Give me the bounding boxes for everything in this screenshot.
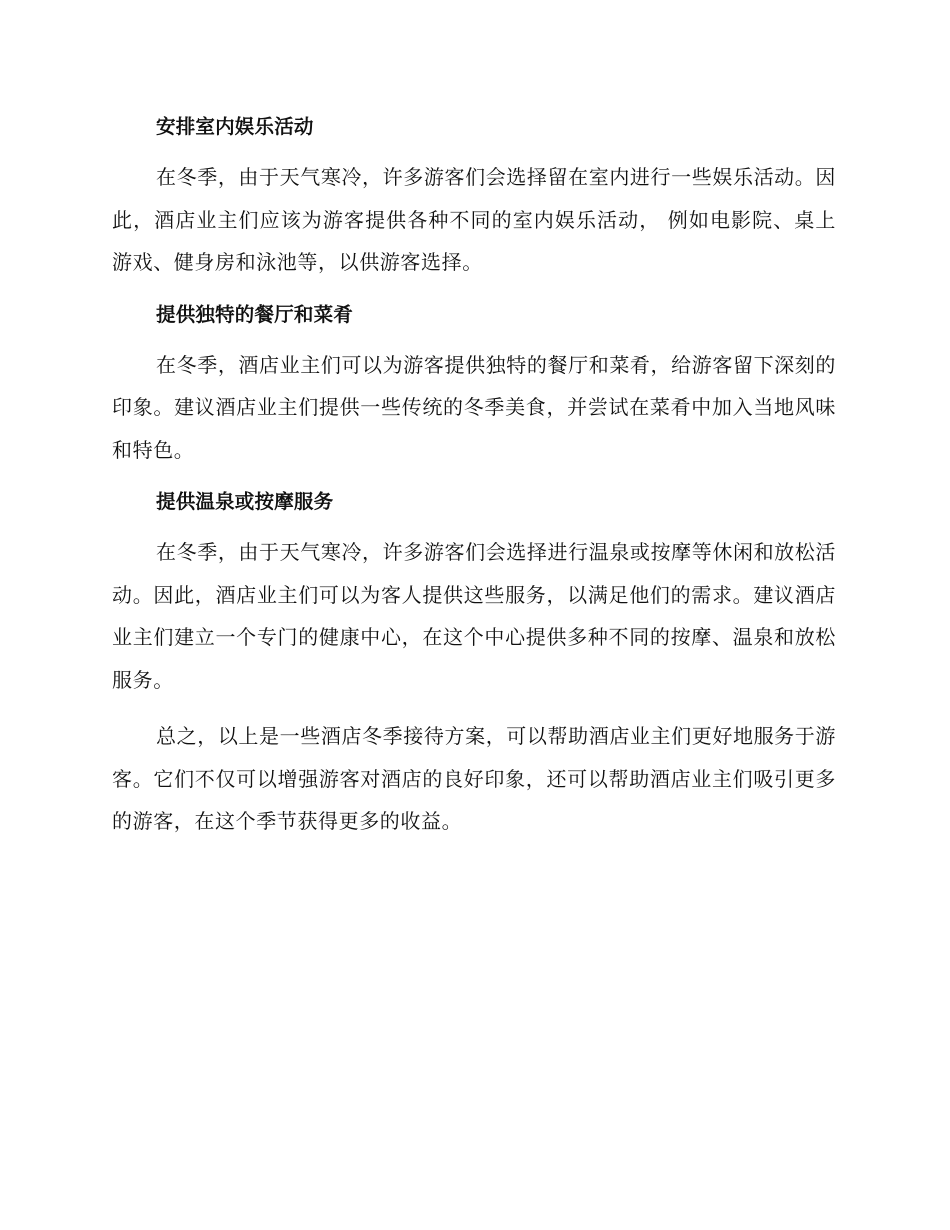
section-heading: 提供温泉或按摩服务 — [156, 490, 334, 513]
section-paragraph: 在冬季，由于天气寒冷，许多游客们会选择进行温泉或按摩等休闲和放松活动。因此，酒店业主们可以为客人提供这些服务，以满足他们的需求。建议酒店业主们建立一个专门的健康中心，在这个中心提供多种不同的按摩、温泉和放松服务。 — [112, 540, 836, 692]
section-heading: 安排室内娱乐活动 — [156, 115, 314, 138]
section-paragraph: 在冬季，由于天气寒冷，许多游客们会选择留在室内进行一些娱乐活动。因此，酒店业主们应该为游客提供各种不同的室内娱乐活动， 例如电影院、桌上游戏、健身房和泳池等，以供游客选择。 — [112, 165, 836, 274]
closing-paragraph: 总之，以上是一些酒店冬季接待方案，可以帮助酒店业主们更好地服务于游客。它们不仅可以增强游客对酒店的良好印象，还可以帮助酒店业主们吸引更多的游客，在这个季节获得更多的收益。 — [112, 724, 836, 833]
document-page — [112, 108, 836, 855]
section-heading: 提供独特的餐厅和菜肴 — [156, 302, 354, 326]
section-spa-massage — [112, 483, 836, 701]
section-indoor-entertainment — [112, 108, 836, 284]
section-restaurant-dishes — [112, 296, 836, 472]
section-paragraph: 在冬季，酒店业主们可以为游客提供独特的餐厅和菜肴，给游客留下深刻的印象。建议酒店业主们提供一些传统的冬季美食，并尝试在菜肴中加入当地风味和特色。 — [112, 352, 836, 462]
